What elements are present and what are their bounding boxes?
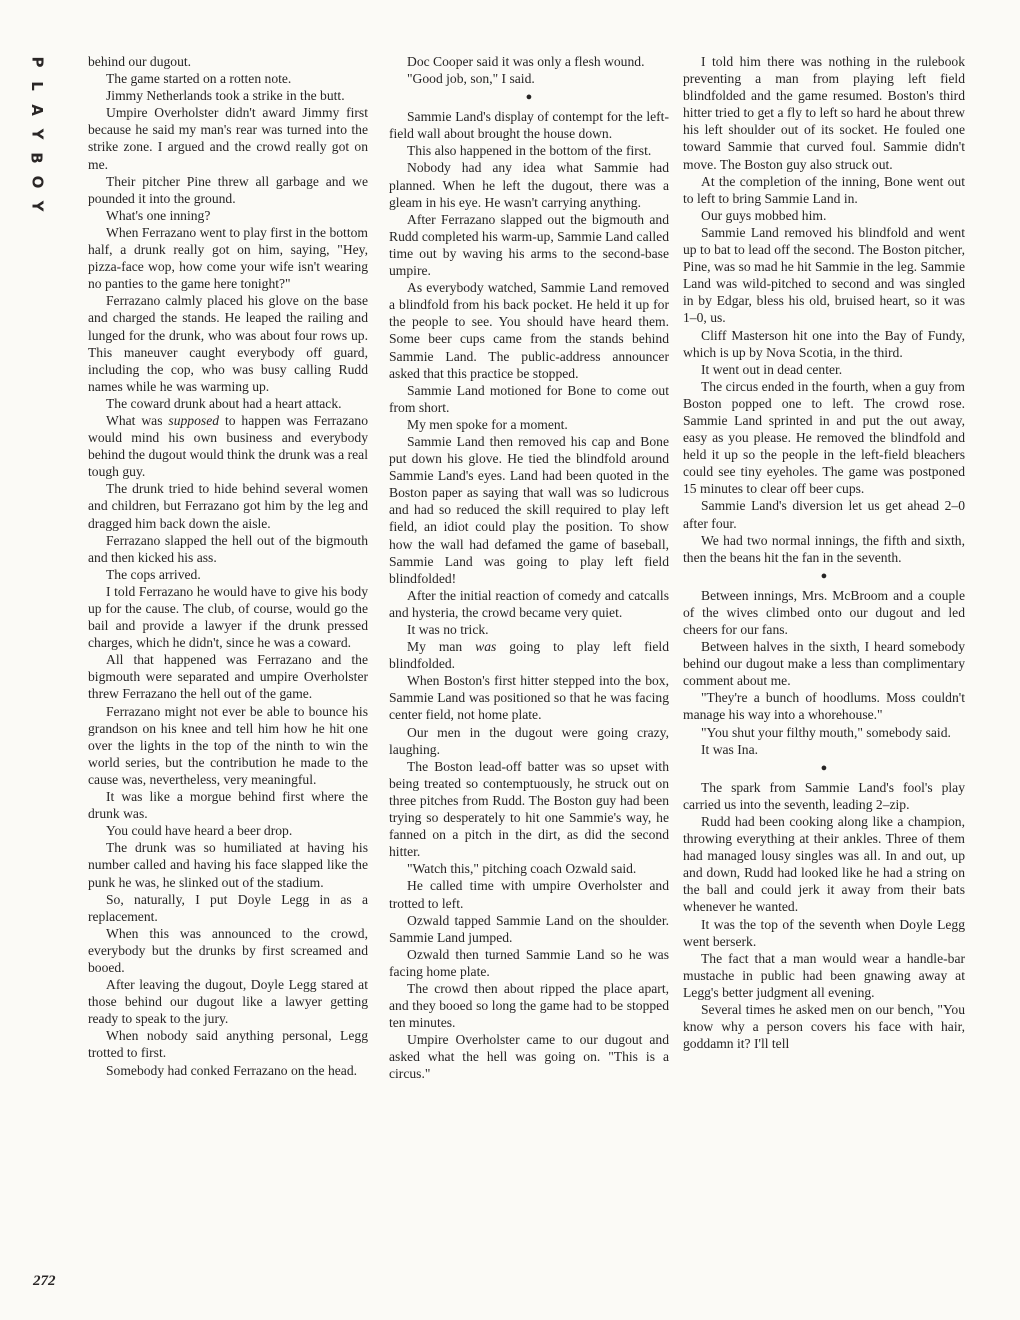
paragraph: After Ferrazano slapped out the bigmouth and Rudd completed his warm-up, Sammie Land called time out by waving his arms to the second-base umpire. (389, 211, 669, 279)
emphasized-word: was (475, 639, 497, 655)
paragraph: Their pitcher Pine threw all garbage and we pounded it into the ground. (88, 173, 368, 206)
paragraph: Several times he asked men on our bench, "You know why a person covers his face with hair, goddamn it? I'll tell (683, 1001, 965, 1052)
paragraph-text: What was (106, 412, 169, 428)
column-2-part-a (389, 53, 669, 87)
paragraph: Sammie Land removed his blindfold and went up to bat to lead off the second. The Boston pitcher, Pine, was so mad he hit Sammie in the leg. Sammie Land was wild-pitched to second and was singled in by Edgar, bless his old, bruised heart, so it was 1–0, us. (683, 224, 965, 326)
paragraph: The cops arrived. (106, 566, 201, 582)
paragraph: Ferrazano slapped the hell out of the bigmouth and then kicked his ass. (88, 532, 368, 565)
paragraph: At the completion of the inning, Bone went out to left to bring Sammie Land in. (683, 173, 965, 206)
paragraph: The drunk tried to hide behind several women and children, but Ferrazano got him by the leg and dragged him back down the aisle. (88, 481, 368, 531)
running-head-letter: L (28, 81, 46, 91)
paragraph: The circus ended in the fourth, when a guy from Boston popped one to left. The crowd rose. Sammie Land sprinted in and put the out away, easy as you please. He removed the blindfold and held it up so the people in the left-field bleachers could see tiny eyeholes. The game was postponed 15 minutes to clear off beer cups. (683, 378, 965, 497)
emphasized-word: supposed (168, 412, 220, 428)
paragraph: When this was announced to the crowd, everybody but the drunks by first screamed and booed. (88, 925, 368, 975)
paragraph: Rudd had been cooking along like a champion, throwing everything at their ankles. Three of them had managed lousy singles was all. In and out, up and down, Rudd had looked like he had a string on the ball and could jerk it away from their bats whenever he wanted. (683, 813, 965, 915)
paragraph: Somebody had conked Ferrazano on the head. (106, 1062, 358, 1078)
running-head (27, 50, 47, 218)
paragraph (389, 638, 669, 672)
paragraph: Doc Cooper said it was only a flesh wound. (407, 54, 645, 69)
article-column-3 (683, 53, 965, 1052)
paragraph: Sammie Land's display of contempt for the left-field wall about brought the house down. (389, 109, 669, 142)
paragraph: Between halves in the sixth, I heard somebody behind our dugout make a less than complimentary comment about me. (683, 639, 965, 689)
paragraph (88, 412, 368, 480)
article-column-2 (389, 53, 669, 1083)
section-break-bullet: ● (820, 569, 828, 582)
paragraph: Sammie Land then removed his cap and Bone put down his glove. He tied the blindfold around Sammie Land's eyes. Land had been quoted in the Boston paper as saying that wall was so ludicrous and had so reduced the skill required to play left field, an idiot could play the position. To show how the wall had defamed the game of baseball, Sammie Land was going to play left field blindfolded! (389, 433, 669, 586)
paragraph: When nobody said anything personal, Legg trotted to first. (88, 1028, 368, 1061)
paragraph: Ferrazano calmly placed his glove on the base and charged the stands. He leaped the railing and lunged for the drunk, who was about four rows up. This maneuver caught everybody off guard, including the cop, who was busy calling Rudd names while he was warming up. (88, 293, 368, 394)
paragraph: Umpire Overholster didn't award Jimmy first because he said my man's rear was turned into the strike zone. I argued and the crowd really got on me. (88, 105, 368, 172)
paragraph: Cliff Masterson hit one into the Bay of Fundy, which is up by Nova Scotia, in the third. (683, 327, 965, 360)
paragraph: "You shut your filthy mouth," somebody said. (701, 724, 951, 740)
paragraph: I told Ferrazano he would have to give his body up for the cause. The club, of course, would go the bail and provide a lawyer if the drunk pressed charges, which he didn't, since he was a coward. (88, 583, 368, 651)
paragraph: The Boston lead-off batter was so upset with being treated so contemptuously, he struck out on three pitches from Rudd. The Boston guy had been trying so desperately to hit one Sammie's way, he fanned on a pitch in the dirt, as did the second hitter. (389, 758, 669, 860)
paragraph: Jimmy Netherlands took a strike in the butt. (106, 88, 345, 104)
paragraph: The drunk was so humiliated at having his number called and having his face slapped like the punk he was, he slinked out of the stadium. (88, 840, 368, 890)
paragraph: Ferrazano might not ever be able to bounce his grandson on his knee and tell him how he hit one over the lights in the top of the ninth to win the world series, but the contribution he made to the cause was, nevertheless, very meaningful. (88, 703, 368, 787)
column-3-part-a (683, 53, 965, 566)
paragraph: "Watch this," pitching coach Ozwald said. (407, 861, 637, 877)
paragraph: "They're a bunch of hoodlums. Moss couldn't manage his way into a whorehouse." (683, 690, 965, 723)
paragraph: So, naturally, I put Doyle Legg in as a replacement. (88, 891, 368, 924)
paragraph: "Good job, son," I said. (407, 71, 535, 87)
paragraph: When Boston's first hitter stepped into the box, Sammie Land was positioned so that he was facing center field, not home plate. (389, 673, 669, 723)
paragraph: As everybody watched, Sammie Land removed a blindfold from his back pocket. He held it up for the people to see. You should have heard them. Some beer cups came from the stands behind Sammie Land. The public-address announcer asked that this practice be stopped. (389, 280, 669, 381)
paragraph: It was no trick. (407, 622, 489, 637)
running-head-letter: A (27, 104, 46, 116)
paragraph: When Ferrazano went to play first in the bottom half, a drunk really got on him, saying, "Hey, pizza-face wop, how come your wife isn't wearing no panties to the game here tonight?" (88, 224, 368, 292)
paragraph: It was Ina. (701, 741, 758, 757)
section-break-bullet: ● (525, 91, 533, 104)
paragraph: The coward drunk about had a heart attack. (106, 395, 342, 411)
paragraph: The spark from Sammie Land's fool's play carried us into the seventh, leading 2–zip. (683, 779, 965, 812)
paragraph: It went out in dead center. (701, 361, 843, 377)
paragraph: We had two normal innings, the fifth and sixth, then the beans hit the fan in the seventh. (683, 532, 965, 565)
section-break-bullet: ● (820, 761, 828, 774)
paragraph: The crowd then about ripped the place apart, and they booed so long the game had to be stopped ten minutes. (389, 980, 669, 1031)
paragraph: You could have heard a beer drop. (106, 823, 293, 839)
paragraph: It was like a morgue behind first where the drunk was. (88, 789, 368, 822)
paragraph: Sammie Land motioned for Bone to come out from short. (389, 382, 669, 415)
paragraph: Between innings, Mrs. McBroom and a couple of the wives climbed onto our dugout and led cheers for our fans. (683, 587, 965, 637)
paragraph-text: going to play left field blindfolded. (389, 639, 669, 672)
paragraph: All that happened was Ferrazano and the bigmouth were separated and umpire Overholster threw Ferrazano the hell out of the game. (88, 652, 368, 702)
article-column-1 (88, 53, 368, 1079)
paragraph: After leaving the dugout, Doyle Legg stared at those behind our dugout like a lawyer getting ready to speak to the jury. (88, 977, 368, 1027)
paragraph-text: My man (407, 639, 476, 655)
paragraph: I told him there was nothing in the rulebook preventing a man from playing left field blindfolded and the game resumed. Boston's third hitter tried to get a fly to left so hard he about threw his left shoulder out of its socket. He fouled one toward Sammie that curved foul. Sammie didn't move. The Boston guy also struck out. (683, 54, 965, 172)
paragraph: My men spoke for a moment. (407, 416, 568, 432)
paragraph: Our guys mobbed him. (701, 207, 827, 223)
paragraph: This also happened in the bottom of the first. (407, 143, 652, 159)
paragraph: The fact that a man would wear a handle-bar mustache in public had been gnawing away at Legg's better judgment all evening. (683, 950, 965, 1000)
paragraph: It was the top of the seventh when Doyle Legg went berserk. (683, 916, 965, 949)
column-3-part-b (683, 587, 965, 758)
column-3-part-c (683, 779, 965, 1053)
running-head-letter: Y (28, 128, 46, 140)
paragraph-text: to happen was Ferrazano would mind his own business and everybody behind the dugout would think the drunk was a real tough guy. (88, 412, 368, 480)
page-number: 272 (33, 1273, 56, 1289)
paragraph: Umpire Overholster came to our dugout and asked what the hell was going on. "This is a circus." (389, 1032, 669, 1082)
running-head-letter: O (27, 175, 46, 189)
paragraph: behind our dugout. (88, 54, 192, 69)
paragraph: Ozwald then turned Sammie Land so he was facing home plate. (389, 946, 669, 979)
paragraph: Sammie Land's diversion let us get ahead 2–0 after four. (683, 498, 965, 531)
paragraph: Ozwald tapped Sammie Land on the shoulder. Sammie Land jumped. (389, 912, 669, 945)
paragraph: He called time with umpire Overholster and trotted to left. (389, 878, 669, 911)
paragraph: The game started on a rotten note. (106, 71, 292, 87)
running-head-letter: P (28, 56, 46, 68)
running-head-letter: B (28, 152, 46, 164)
paragraph: Nobody had any idea what Sammie had planned. When he left the dugout, there was a gleam in his eye. He wasn't carrying anything. (389, 160, 669, 210)
paragraph: What's one inning? (106, 207, 211, 223)
paragraph: Our men in the dugout were going crazy, laughing. (389, 724, 669, 757)
running-head-letter: Y (28, 200, 46, 212)
paragraph: After the initial reaction of comedy and catcalls and hysteria, the crowd became very quiet. (389, 587, 669, 620)
column-2-part-b (389, 108, 669, 1082)
